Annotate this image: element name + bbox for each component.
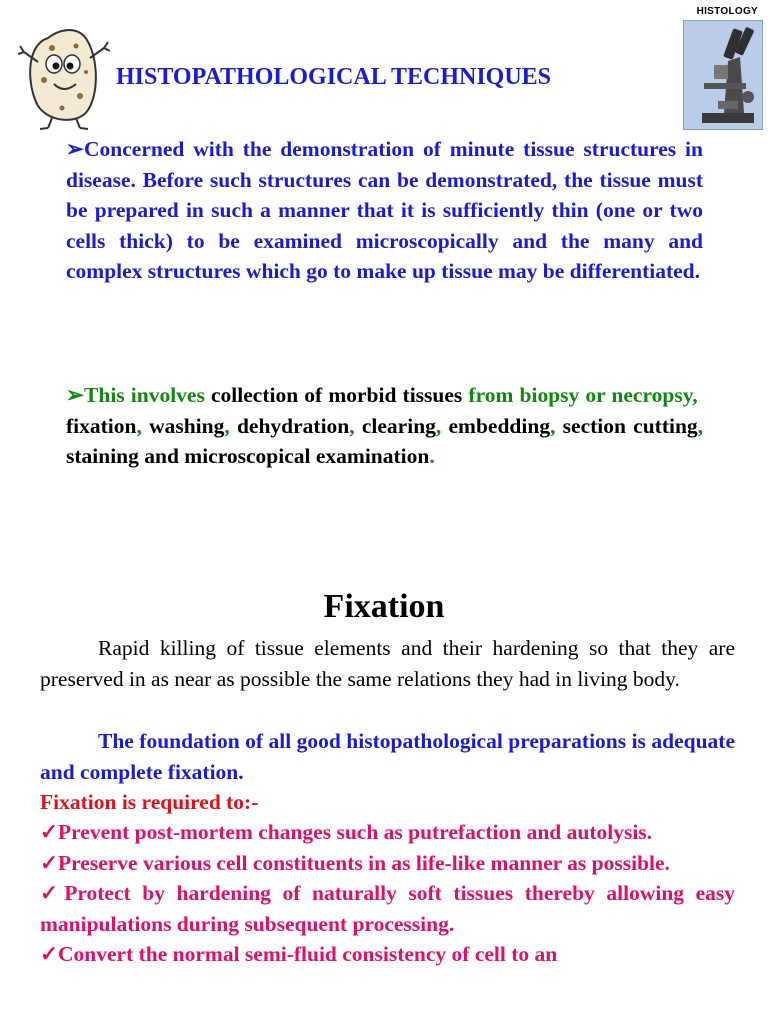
intro-paragraph-1-text: Concerned with the demonstration of minute tissue structures in disease. Before such structures can be demonstrated, the tissue must be prepared in such a manner that it is sufficiently thin (one or two cells thick) to be examined microscopically and the many and complex structures which go to make up tissue may be differentiated. (66, 137, 703, 283)
intro-paragraph-2: ➢This involves collection of morbid tissues from biopsy or necropsy, fixation, washing, dehydration, clearing, embedding, section cutting, staining and microscopical examination. (66, 383, 704, 468)
step-embedding: embedding (448, 413, 551, 438)
step-dehydration: dehydration (236, 413, 350, 438)
fixation-foundation-text: The foundation of all good histopathological preparations is adequate and complete fixation. (40, 729, 735, 784)
step-washing: washing (149, 413, 225, 438)
microbe-cartoon-icon (18, 18, 110, 130)
arrow-bullet-icon: ➢ (66, 383, 85, 407)
intro-paragraph-1 (66, 134, 703, 287)
p2-collect: collection of morbid tissues (204, 383, 469, 407)
list-item: ✓Prevent post-mortem changes such as putrefaction and autolysis. (40, 820, 653, 844)
fixation-reasons-list (40, 817, 735, 970)
step-section-cutting: section cutting (562, 413, 698, 438)
fixation-definition (40, 633, 735, 694)
fixation-foundation (40, 726, 735, 787)
step-staining: staining and microscopical examination (66, 444, 430, 468)
step-clearing: clearing (361, 413, 436, 438)
section-heading-fixation: Fixation (323, 588, 445, 625)
fixation-required-label: Fixation is required to:- (40, 790, 259, 814)
fixation-definition-text: Rapid killing of tissue elements and their hardening so that they are preserved in as near as possible the same relations they had in living body. (40, 636, 735, 691)
checkmark-icon: ✓ (40, 850, 59, 875)
p2-end: . (429, 444, 435, 468)
list-item: ✓Protect by hardening of naturally soft tissues thereby allowing easy manipulations during subsequent processing. (40, 881, 736, 936)
list-item: ✓Preserve various cell constituents in as life-like manner as possible. (40, 850, 670, 875)
page-title: HISTOPATHOLOGICAL TECHNIQUES (116, 64, 552, 90)
subject-tag: HISTOLOGY (696, 6, 758, 17)
microscope-photo-icon (683, 20, 763, 130)
p2-lead: This involves (84, 383, 205, 407)
list-item: ✓Convert the normal semi-fluid consistency of cell to an (40, 942, 558, 966)
arrow-bullet-icon: ➢ (66, 137, 85, 161)
checkmark-icon: ✓ (40, 881, 65, 905)
checkmark-icon: ✓ (40, 820, 59, 844)
checkmark-icon: ✓ (40, 942, 59, 966)
step-fixation: fixation (66, 413, 137, 438)
p2-source: from biopsy or necropsy, (468, 383, 698, 407)
